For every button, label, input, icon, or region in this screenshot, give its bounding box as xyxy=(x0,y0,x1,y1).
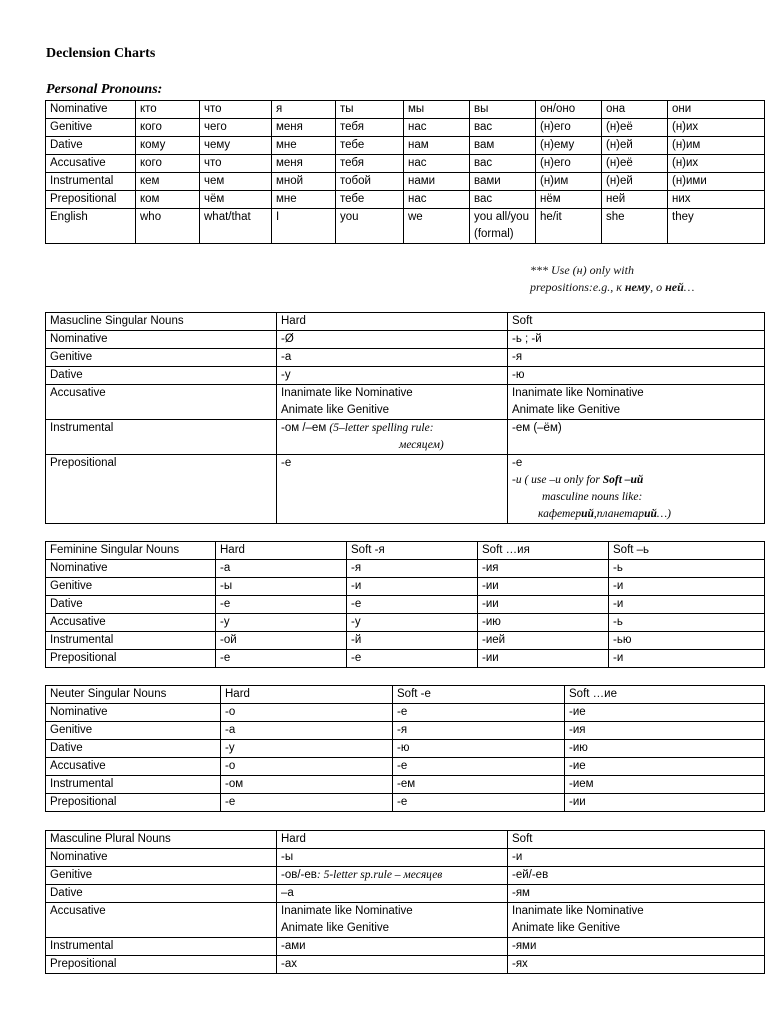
value-cell: -е xyxy=(347,596,478,614)
value-cell: -е xyxy=(393,794,565,812)
case-cell: Dative xyxy=(46,596,216,614)
value-cell: -я xyxy=(393,722,565,740)
value-cell: чем xyxy=(200,173,272,191)
table-row xyxy=(46,173,765,191)
value-cell: ком xyxy=(136,191,200,209)
value-cell: нас xyxy=(404,155,470,173)
value-cell: -е xyxy=(216,596,347,614)
value-cell: (н)ей xyxy=(602,137,668,155)
value-cell: -ией xyxy=(478,632,609,650)
table-row xyxy=(46,101,765,119)
value-cell: (н)им xyxy=(536,173,602,191)
ending-cell: -ем (–ём) xyxy=(508,420,765,455)
value-cell: (н)их xyxy=(668,155,765,173)
value-cell: что xyxy=(200,155,272,173)
value-cell: тобой xyxy=(336,173,404,191)
table-row xyxy=(46,632,765,650)
value-cell: -а xyxy=(221,722,393,740)
value-cell: (н)его xyxy=(536,155,602,173)
value-cell: -у xyxy=(347,614,478,632)
table-row xyxy=(46,885,765,903)
feminine-singular-table xyxy=(45,541,765,668)
table-header-row xyxy=(46,686,765,704)
value-cell: (н)ими xyxy=(668,173,765,191)
case-cell: Genitive xyxy=(46,119,136,137)
value-cell: -е xyxy=(393,758,565,776)
ending-cell: -е xyxy=(277,455,508,524)
value-cell: (н)его xyxy=(536,119,602,137)
case-cell: Instrumental xyxy=(46,420,277,455)
document-title: Declension Charts xyxy=(46,46,156,61)
case-cell: Nominative xyxy=(46,560,216,578)
value-cell: что xyxy=(200,101,272,119)
table-header-row xyxy=(46,831,765,849)
value-cell: -й xyxy=(347,632,478,650)
value-cell: -у xyxy=(216,614,347,632)
value-cell: вами xyxy=(470,173,536,191)
case-cell: English xyxy=(46,209,136,244)
case-cell: Instrumental xyxy=(46,938,277,956)
value-cell: меня xyxy=(272,119,336,137)
case-cell: Nominative xyxy=(46,331,277,349)
value-cell: -ием xyxy=(565,776,765,794)
value-cell: -ие xyxy=(565,704,765,722)
value-cell: вы xyxy=(470,101,536,119)
table-row xyxy=(46,455,765,524)
value-cell: вас xyxy=(470,191,536,209)
value-cell: тебе xyxy=(336,191,404,209)
case-cell: Prepositional xyxy=(46,650,216,668)
value-cell: -ы xyxy=(216,578,347,596)
value-cell: -ию xyxy=(478,614,609,632)
case-cell: Prepositional xyxy=(46,794,221,812)
value-cell: нём xyxy=(536,191,602,209)
ending-cell: -ы xyxy=(277,849,508,867)
value-cell: -ии xyxy=(565,794,765,812)
case-cell: Prepositional xyxy=(46,455,277,524)
value-cell: мне xyxy=(272,191,336,209)
case-cell: Genitive xyxy=(46,578,216,596)
header-cell: Feminine Singular Nouns xyxy=(46,542,216,560)
value-cell: мы xyxy=(404,101,470,119)
masculine-singular-table xyxy=(45,312,765,524)
value-cell: he/it xyxy=(536,209,602,244)
header-cell: Soft xyxy=(508,831,765,849)
ending-cell: -у xyxy=(277,367,508,385)
header-cell: Soft xyxy=(508,313,765,331)
value-cell: кем xyxy=(136,173,200,191)
table-header-row xyxy=(46,313,765,331)
case-cell: Dative xyxy=(46,740,221,758)
case-cell: Genitive xyxy=(46,867,277,885)
value-cell: (н)её xyxy=(602,119,668,137)
table-row xyxy=(46,209,765,244)
value-cell: нас xyxy=(404,119,470,137)
personal-pronouns-table xyxy=(45,100,765,244)
value-cell: who xyxy=(136,209,200,244)
pronoun-note xyxy=(530,262,694,296)
case-cell: Prepositional xyxy=(46,191,136,209)
value-cell: -ом xyxy=(221,776,393,794)
value-cell: -ем xyxy=(393,776,565,794)
value-cell: -ия xyxy=(478,560,609,578)
ending-cell: -е -и ( use –и only for Soft –ий masculine nouns like: кафетерий,планетарий…) xyxy=(508,455,765,524)
value-cell: -ию xyxy=(565,740,765,758)
table-row xyxy=(46,776,765,794)
table-row xyxy=(46,722,765,740)
table-row xyxy=(46,938,765,956)
value-cell: -и xyxy=(609,578,765,596)
value-cell: -ии xyxy=(478,650,609,668)
case-cell: Genitive xyxy=(46,722,221,740)
table-row xyxy=(46,849,765,867)
header-cell: Soft -я xyxy=(347,542,478,560)
header-cell: Hard xyxy=(216,542,347,560)
header-cell: Hard xyxy=(277,831,508,849)
value-cell: they xyxy=(668,209,765,244)
neuter-singular-table xyxy=(45,685,765,812)
table-row xyxy=(46,614,765,632)
table-row xyxy=(46,367,765,385)
header-cell: Soft …ия xyxy=(478,542,609,560)
header-cell: Soft -е xyxy=(393,686,565,704)
value-cell: -у xyxy=(221,740,393,758)
value-cell: -ю xyxy=(393,740,565,758)
value-cell: кого xyxy=(136,119,200,137)
table-row xyxy=(46,903,765,938)
ending-cell: –а xyxy=(277,885,508,903)
table-row xyxy=(46,867,765,885)
value-cell: нам xyxy=(404,137,470,155)
value-cell: I xyxy=(272,209,336,244)
note-line-2: prepositions:e.g., к нему, о ней… xyxy=(530,280,695,294)
table-row xyxy=(46,956,765,974)
value-cell: -о xyxy=(221,758,393,776)
case-cell: Accusative xyxy=(46,155,136,173)
value-cell: -я xyxy=(347,560,478,578)
value-cell: what/that xyxy=(200,209,272,244)
value-cell: кому xyxy=(136,137,200,155)
header-cell: Soft –ь xyxy=(609,542,765,560)
case-cell: Prepositional xyxy=(46,956,277,974)
value-cell: you all/you (formal) xyxy=(470,209,536,244)
pronouns-subtitle: Personal Pronouns: xyxy=(46,82,163,97)
value-cell: они xyxy=(668,101,765,119)
value-cell: -ие xyxy=(565,758,765,776)
ending-cell: -и xyxy=(508,849,765,867)
value-cell: ты xyxy=(336,101,404,119)
ending-cell: -ю xyxy=(508,367,765,385)
value-cell: (н)её xyxy=(602,155,668,173)
value-cell: -е xyxy=(221,794,393,812)
table-row xyxy=(46,155,765,173)
value-cell: чему xyxy=(200,137,272,155)
value-cell: -а xyxy=(216,560,347,578)
ending-cell: Inanimate like Nominative Animate like Genitive xyxy=(508,385,765,420)
ending-cell: -ах xyxy=(277,956,508,974)
value-cell: -ь xyxy=(609,560,765,578)
header-cell: Hard xyxy=(277,313,508,331)
case-cell: Instrumental xyxy=(46,632,216,650)
value-cell: you xyxy=(336,209,404,244)
value-cell: кто xyxy=(136,101,200,119)
ending-cell: -ами xyxy=(277,938,508,956)
value-cell: -е xyxy=(216,650,347,668)
case-cell: Accusative xyxy=(46,385,277,420)
case-cell: Nominative xyxy=(46,849,277,867)
ending-cell: -а xyxy=(277,349,508,367)
table-row xyxy=(46,119,765,137)
case-cell: Nominative xyxy=(46,101,136,119)
ending-cell: Inanimate like Nominative Animate like Genitive xyxy=(277,385,508,420)
table-row xyxy=(46,650,765,668)
table-row xyxy=(46,349,765,367)
case-cell: Dative xyxy=(46,367,277,385)
value-cell: -и xyxy=(609,596,765,614)
table-row xyxy=(46,560,765,578)
table-row xyxy=(46,331,765,349)
header-cell: Masucline Singular Nouns xyxy=(46,313,277,331)
header-cell: Neuter Singular Nouns xyxy=(46,686,221,704)
value-cell: -ии xyxy=(478,578,609,596)
note-line-1: *** Use (н) only with xyxy=(530,263,634,277)
value-cell: -е xyxy=(347,650,478,668)
value-cell: -о xyxy=(221,704,393,722)
value-cell: -е xyxy=(393,704,565,722)
header-cell: Soft …ие xyxy=(565,686,765,704)
value-cell: нас xyxy=(404,191,470,209)
header-cell: Hard xyxy=(221,686,393,704)
ending-cell: -ями xyxy=(508,938,765,956)
ending-cell: -ях xyxy=(508,956,765,974)
value-cell: вас xyxy=(470,155,536,173)
value-cell: он/оно xyxy=(536,101,602,119)
ending-cell: -ь ; -й xyxy=(508,331,765,349)
value-cell: -ии xyxy=(478,596,609,614)
value-cell: я xyxy=(272,101,336,119)
value-cell: -ью xyxy=(609,632,765,650)
table-row xyxy=(46,385,765,420)
masculine-plural-table xyxy=(45,830,765,974)
value-cell: нами xyxy=(404,173,470,191)
ending-cell: -ям xyxy=(508,885,765,903)
ending-cell: -ом /–ем (5–letter spelling rule: месяцем) xyxy=(277,420,508,455)
ending-cell: Inanimate like Nominative Animate like Genitive xyxy=(277,903,508,938)
value-cell: она xyxy=(602,101,668,119)
case-cell: Accusative xyxy=(46,903,277,938)
case-cell: Instrumental xyxy=(46,173,136,191)
table-row xyxy=(46,137,765,155)
case-cell: Nominative xyxy=(46,704,221,722)
case-cell: Accusative xyxy=(46,758,221,776)
ending-cell: -ов/-ев: 5-letter sp.rule – месяцев xyxy=(277,867,508,885)
value-cell: вас xyxy=(470,119,536,137)
case-cell: Dative xyxy=(46,137,136,155)
value-cell: (н)их xyxy=(668,119,765,137)
value-cell: вам xyxy=(470,137,536,155)
table-row xyxy=(46,758,765,776)
value-cell: мне xyxy=(272,137,336,155)
case-cell: Accusative xyxy=(46,614,216,632)
value-cell: меня xyxy=(272,155,336,173)
value-cell: -и xyxy=(347,578,478,596)
value-cell: тебя xyxy=(336,155,404,173)
table-row xyxy=(46,191,765,209)
value-cell: тебя xyxy=(336,119,404,137)
table-row xyxy=(46,420,765,455)
value-cell: тебе xyxy=(336,137,404,155)
value-cell: (н)ему xyxy=(536,137,602,155)
table-row xyxy=(46,740,765,758)
case-cell: Instrumental xyxy=(46,776,221,794)
value-cell: -ой xyxy=(216,632,347,650)
value-cell: мной xyxy=(272,173,336,191)
table-row xyxy=(46,596,765,614)
table-row xyxy=(46,578,765,596)
value-cell: чего xyxy=(200,119,272,137)
table-row xyxy=(46,794,765,812)
value-cell: -и xyxy=(609,650,765,668)
ending-cell: Inanimate like Nominative Animate like Genitive xyxy=(508,903,765,938)
case-cell: Dative xyxy=(46,885,277,903)
ending-cell: -я xyxy=(508,349,765,367)
value-cell: чём xyxy=(200,191,272,209)
ending-cell: -ей/-ев xyxy=(508,867,765,885)
value-cell: них xyxy=(668,191,765,209)
value-cell: -ь xyxy=(609,614,765,632)
value-cell: we xyxy=(404,209,470,244)
value-cell: кого xyxy=(136,155,200,173)
case-cell: Genitive xyxy=(46,349,277,367)
table-header-row xyxy=(46,542,765,560)
value-cell: ней xyxy=(602,191,668,209)
table-row xyxy=(46,704,765,722)
value-cell: she xyxy=(602,209,668,244)
ending-cell: -Ø xyxy=(277,331,508,349)
value-cell: (н)ей xyxy=(602,173,668,191)
value-cell: -ия xyxy=(565,722,765,740)
header-cell: Masculine Plural Nouns xyxy=(46,831,277,849)
value-cell: (н)им xyxy=(668,137,765,155)
